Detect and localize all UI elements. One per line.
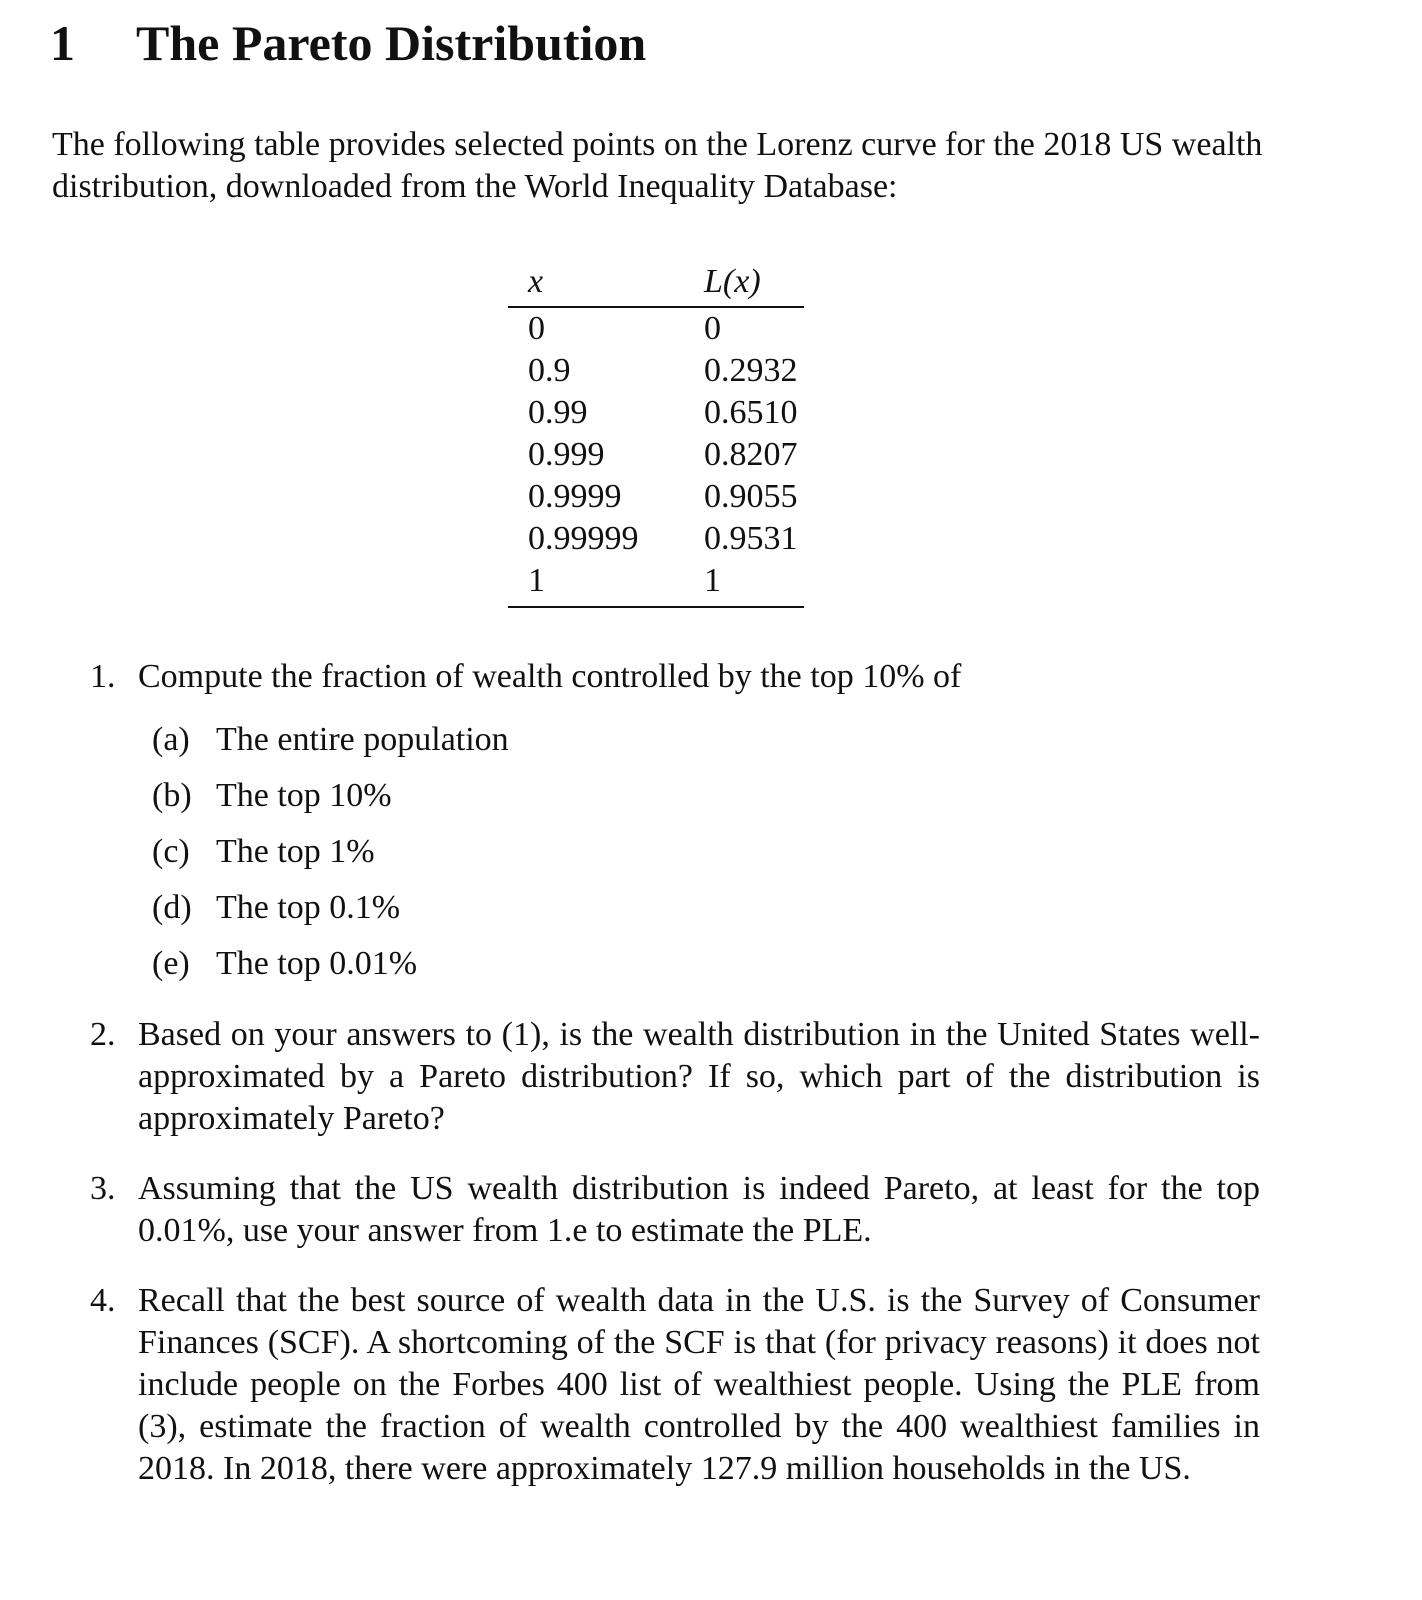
question-3 (90, 1168, 1260, 1252)
cell-x: 0.999 (528, 436, 605, 473)
subquestion-b (138, 768, 1260, 824)
question-number: 4. (90, 1282, 116, 1319)
table-row (508, 476, 804, 518)
subquestion-text: The top 10% (216, 777, 392, 814)
question-1 (90, 656, 1260, 992)
subquestion-text: The entire population (216, 721, 509, 758)
cell-lx: 1 (680, 560, 804, 607)
cell-x: 1 (508, 560, 680, 607)
subquestion-e (138, 936, 1260, 992)
table-row (508, 350, 804, 392)
header-x: x (508, 262, 680, 307)
cell-x: 0.9 (528, 352, 571, 389)
question-text: Recall that the best source of wealth data in the U.S. is the Survey of Consumer Finances (SCF). A shortcoming of the SCF is that (for privacy reasons) it does not include people on the Forbes 400 list of wealthiest people. Using the PLE from (3), estimate the fraction of wealth controlled by the 400 wealthiest families in 2018. In 2018, there were approximately 127.9 million households in the US. (138, 1282, 1260, 1487)
intro-paragraph: The following table provides selected points on the Lorenz curve for the 2018 US wealth distribution, downloaded from the World Inequality Database: (52, 126, 1263, 205)
table-row (508, 518, 804, 560)
cell-x: 0.99 (528, 394, 588, 431)
section-heading (50, 8, 646, 78)
subquestion-a (138, 712, 1260, 768)
question-number: 1. (90, 658, 116, 695)
table-header-row (508, 262, 804, 307)
table-row (508, 560, 804, 607)
question-text: Assuming that the US wealth distribution is indeed Pareto, at least for the top 0.01%, use your answer from 1.e to estimate the PLE. (138, 1170, 1260, 1249)
question-4 (90, 1280, 1260, 1490)
subquestion-d (138, 880, 1260, 936)
section-number: 1 (50, 15, 75, 71)
subquestion-letter: (e) (152, 945, 190, 982)
cell-lx: 0.9055 (704, 478, 798, 515)
subquestion-text: The top 0.01% (216, 945, 418, 982)
question-number: 3. (90, 1170, 116, 1207)
header-lx: L(x) (680, 262, 804, 307)
subquestion-text: The top 1% (216, 833, 375, 870)
cell-x: 0 (528, 310, 545, 347)
question-2 (90, 1014, 1260, 1140)
question-text: Compute the fraction of wealth controlled by the top 10% of (138, 658, 962, 695)
table-row (508, 434, 804, 476)
table-row (508, 307, 804, 350)
section-title: The Pareto Distribution (136, 15, 647, 71)
subquestion-letter: (c) (152, 833, 190, 870)
cell-x: 0.9999 (528, 478, 622, 515)
question-text: Based on your answers to (1), is the wealth distribution in the United States well-approximated by a Pareto distribution? If so, which part of the distribution is approximately Pareto? (138, 1016, 1260, 1137)
cell-x: 0.99999 (528, 520, 639, 557)
subquestion-letter: (d) (152, 889, 192, 926)
cell-lx: 0.9531 (704, 520, 798, 557)
question-number: 2. (90, 1016, 116, 1053)
cell-lx: 0.2932 (704, 352, 798, 389)
cell-lx: 0.6510 (704, 394, 798, 431)
cell-lx: 0.8207 (704, 436, 798, 473)
subquestion-letter: (a) (152, 721, 190, 758)
table-row (508, 392, 804, 434)
subquestion-text: The top 0.1% (216, 889, 401, 926)
subquestion-list (138, 712, 1260, 992)
lorenz-table (508, 262, 804, 608)
subquestion-c (138, 824, 1260, 880)
question-list (90, 656, 1260, 1490)
cell-lx: 0 (704, 310, 721, 347)
subquestion-letter: (b) (152, 777, 192, 814)
